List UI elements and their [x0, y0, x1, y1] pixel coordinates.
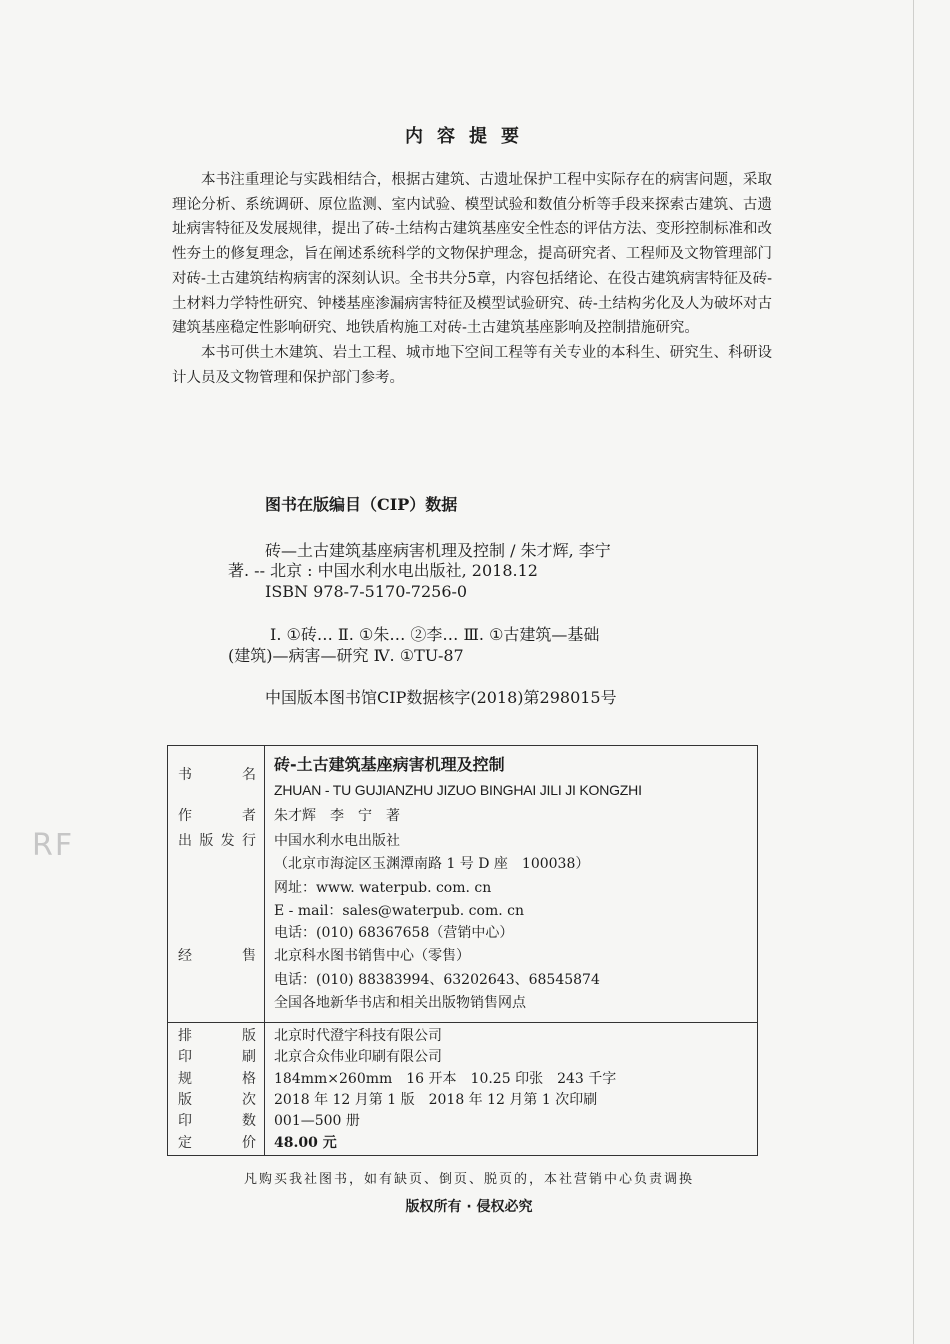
price-label: 定价 — [178, 1135, 256, 1151]
book-title-pinyin: ZHUAN - TU GUJIANZHU JIZUO BINGHAI JILI JI KONGZHI — [274, 782, 642, 798]
edition-label: 版次 — [178, 1092, 256, 1108]
cip-title-line: 砖—土古建筑基座病害机理及控制 / 朱才辉, 李宁 — [265, 541, 611, 560]
copyright-notice: 版权所有 · 侵权必究 — [405, 1199, 533, 1215]
publisher-website: 网址：www. waterpub. com. cn — [274, 880, 492, 896]
publisher-email: E - mail：sales@waterpub. com. cn — [274, 903, 524, 919]
copies-label: 印数 — [178, 1113, 256, 1129]
printer-label: 印刷 — [178, 1049, 256, 1065]
publisher-phone: 电话：(010) 68367658（营销中心） — [274, 925, 514, 941]
printer-value: 北京合众伟业印刷有限公司 — [274, 1049, 442, 1065]
abstract-paragraph-1: 本书注重理论与实践相结合，根据古建筑、古遗址保护工程中实际存在的病害问题，采取理论分析、系统调研、原位监测、室内试验、模型试验和数值分析等手段来探索古建筑、古遗址病害特征及发展规律，提出了砖-土结构古建筑基座安全性态的评估方法、变形控制标准和改性夯土的修复理念，旨在阐述系统科学的文物保护理念，提高研究者、工程师及文物管理部门对砖-土古建筑结构病害的深刻认识。全书共分5章，内容包括绪论、在役古建筑病害特征及砖-土材料力学特性研究、钟楼基座渗漏病害特征及模型试验研究、砖-土结构劣化及人为破坏对古建筑基座稳定性影响研究、地铁盾构施工对砖-土古建筑基座影响及控制措施研究。 — [172, 172, 772, 337]
cip-heading: 图书在版编目（CIP）数据 — [265, 495, 458, 514]
abstract-paragraph-2: 本书可供土木建筑、岩土工程、城市地下空间工程等有关专业的本科生、研究生、科研设计人员及文物管理和保护部门参考。 — [172, 344, 772, 386]
spec-label: 规格 — [178, 1071, 256, 1087]
table-divider-horizontal — [168, 1022, 757, 1023]
publisher-address: （北京市海淀区玉渊潭南路 1 号 D 座 100038） — [274, 856, 590, 872]
cip-approval-number: 中国版本图书馆CIP数据核字(2018)第298015号 — [265, 688, 617, 707]
distributor-value: 北京科水图书销售中心（零售） — [274, 948, 470, 964]
faded-stamp: RF — [32, 828, 75, 863]
title-label: 书名 — [178, 767, 256, 783]
typeset-value: 北京时代澄宇科技有限公司 — [274, 1028, 442, 1044]
distributor-label: 经售 — [178, 948, 256, 964]
distributor-network: 全国各地新华书店和相关出版物销售网点 — [274, 995, 526, 1011]
author-label: 作者 — [178, 808, 256, 824]
abstract-title: 内容提要 — [405, 126, 533, 147]
author-value: 朱才辉 李 宁 著 — [274, 808, 400, 824]
replacement-notice: 凡购买我社图书，如有缺页、倒页、脱页的，本社营销中心负责调换 — [243, 1172, 694, 1187]
cip-classification-line-2: (建筑)—病害—研究 Ⅳ. ①TU-87 — [228, 646, 464, 665]
copyright-info-table — [167, 745, 758, 1156]
edition-value: 2018 年 12 月第 1 版 2018 年 12 月第 1 次印刷 — [274, 1092, 598, 1108]
table-divider-vertical — [264, 746, 265, 1155]
typeset-label: 排版 — [178, 1028, 256, 1044]
price-value: 48.00 元 — [274, 1135, 337, 1151]
book-title-cn: 砖-土古建筑基座病害机理及控制 — [274, 755, 505, 774]
page-edge — [913, 0, 914, 1344]
copies-value: 001—500 册 — [274, 1113, 360, 1129]
cip-publication-line: 著. -- 北京 : 中国水利水电出版社, 2018.12 — [228, 561, 538, 580]
distributor-phone: 电话：(010) 88383994、63202643、68545874 — [274, 972, 600, 988]
publisher-label: 出版发行 — [178, 833, 256, 849]
publisher-value: 中国水利水电出版社 — [274, 833, 400, 849]
cip-isbn-line: ISBN 978-7-5170-7256-0 — [265, 582, 468, 601]
abstract-body — [172, 168, 772, 390]
cip-classification-line-1: Ⅰ. ①砖… Ⅱ. ①朱… ②李… Ⅲ. ①古建筑—基础 — [270, 625, 600, 644]
spec-value: 184mm×260mm 16 开本 10.25 印张 243 千字 — [274, 1071, 617, 1087]
